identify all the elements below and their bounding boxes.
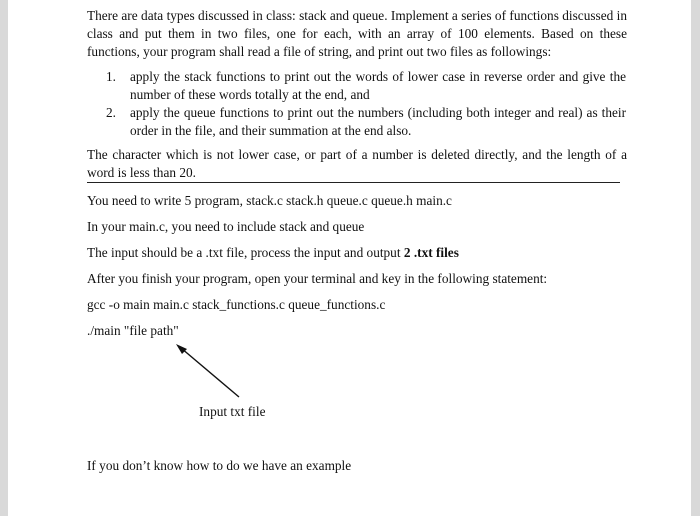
annotation-arrow: [8, 0, 691, 516]
after-finish-line: After you finish your program, open your terminal and key in the following statement:: [87, 271, 548, 286]
list-item-number: 1.: [106, 69, 116, 84]
document-page: [8, 0, 691, 516]
list-item-text: apply the queue functions to print out the numbers (including both integer and real) as their order in the file, and their summation at the end also.: [130, 105, 626, 138]
annotation-caption: Input txt file: [199, 404, 266, 419]
intro-paragraph: There are data types discussed in class: stack and queue. Implement a series of functions discussed in class and put them in two files, one for each, with an array of 100 elements. Based on these functions, your program shall read a file of string, and print out two files as followings:: [87, 8, 627, 59]
example-line: If you don’t know how to do we have an example: [87, 458, 352, 473]
list-item-number: 2.: [106, 105, 116, 120]
include-line: In your main.c, you need to include stack and queue: [87, 219, 365, 234]
input-line-bold: 2 .txt files: [403, 245, 459, 260]
gcc-command-line: gcc -o main main.c stack_functions.c queue_functions.c: [87, 297, 386, 312]
input-line-text: The input should be a .txt file, process the input and output: [87, 245, 404, 260]
run-command-line: ./main "file path": [87, 323, 179, 338]
note-paragraph: The character which is not lower case, or part of a number is deleted directly, and the length of a word is less than 20.: [87, 147, 627, 180]
list-item-text: apply the stack functions to print out the words of lower case in reverse order and give the number of these words totally at the end, and: [130, 69, 626, 102]
write-programs-line: You need to write 5 program, stack.c stack.h queue.c queue.h main.c: [87, 193, 452, 208]
